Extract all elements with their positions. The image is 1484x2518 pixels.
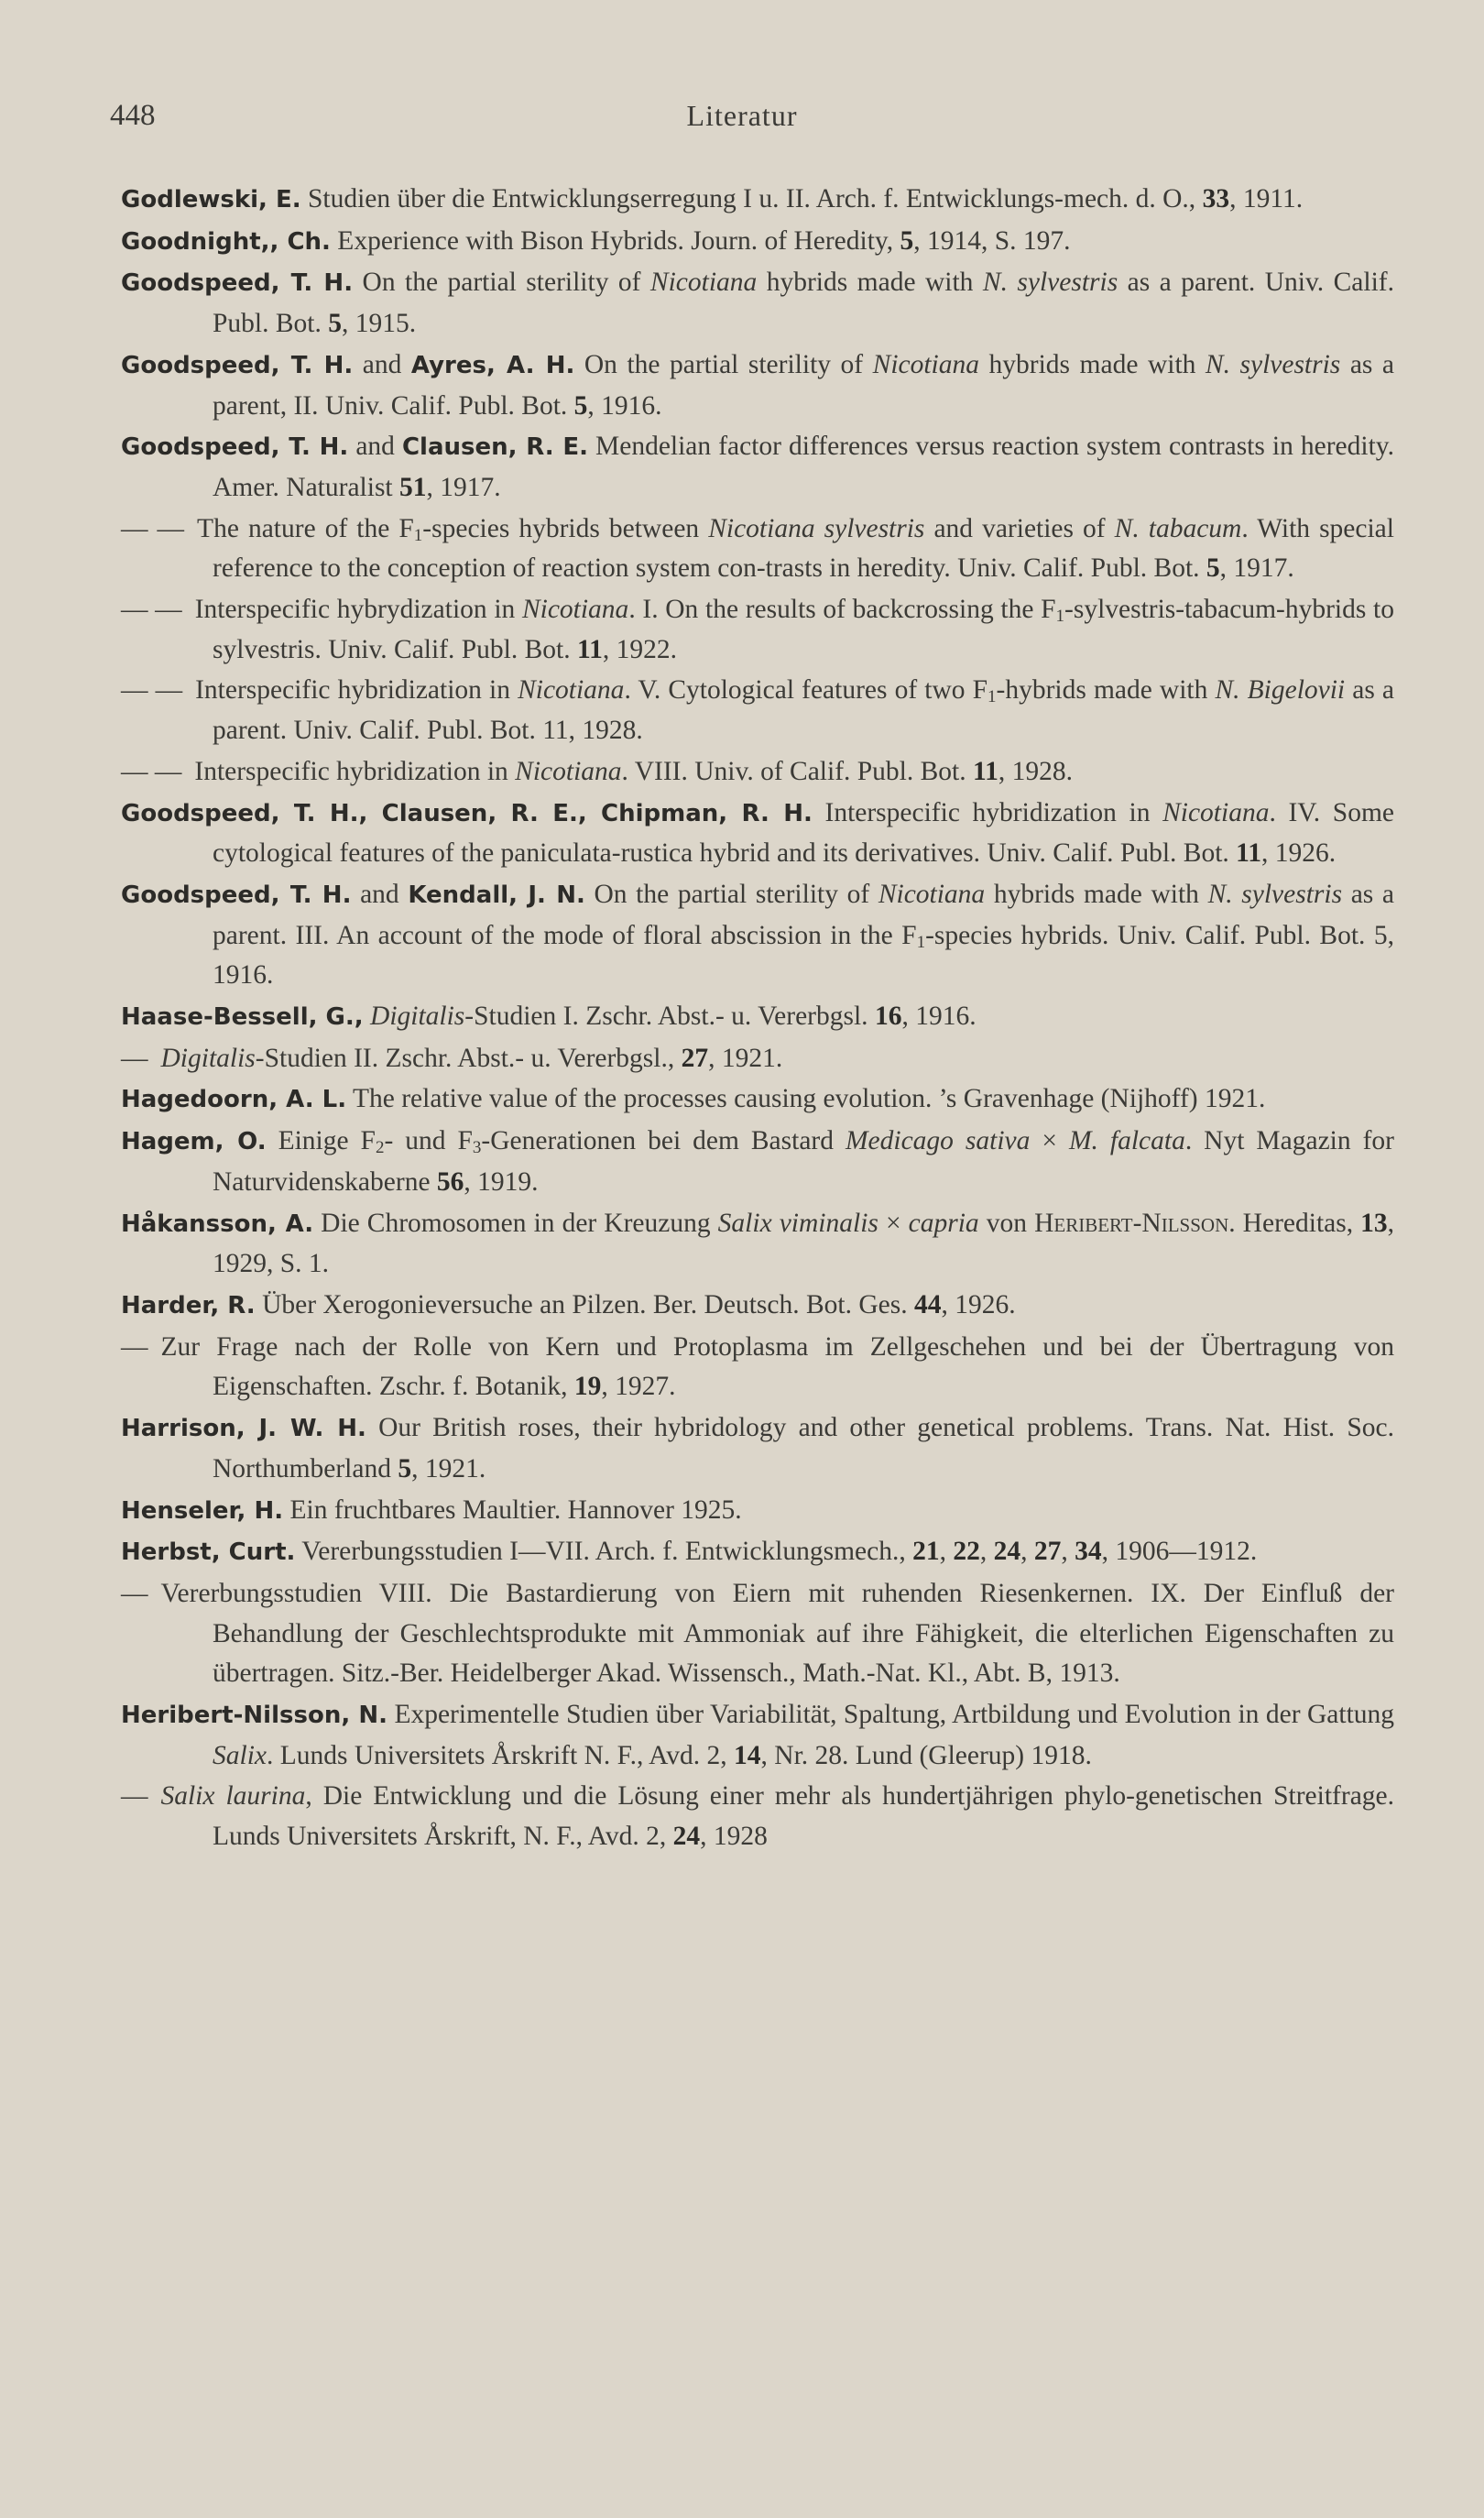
author-name: Henseler, H. bbox=[121, 1496, 284, 1525]
author-name: Goodspeed, T. H. bbox=[121, 351, 354, 379]
author-name: Goodspeed, T. H. bbox=[121, 433, 349, 462]
author-name: Godlewski, E. bbox=[121, 186, 301, 213]
author-name: Goodnight,, Ch. bbox=[121, 227, 331, 256]
author-name: Goodspeed, T. H., Clausen, R. E., Chipman, R. H. bbox=[121, 799, 813, 827]
author-name: Håkansson, A. bbox=[121, 1210, 314, 1238]
author-name: Goodspeed, T. H. bbox=[121, 881, 352, 909]
reference-entry: — — Interspecific hybridization in Nicotiana. VIII. Univ. of Calif. Publ. Bot. 11, 1928. bbox=[121, 756, 1074, 786]
ditto-dash: — bbox=[121, 1781, 148, 1812]
ditto-dash: — — bbox=[121, 595, 182, 625]
author-name: Heribert-Nilsson, N. bbox=[121, 1702, 387, 1730]
reference-entry: — Zur Frage nach der Rolle von Kern und Protoplasma im Zellgeschehen und bei der Übertragung von Eigenschaften. Zschr. f. Botanik, 19, 1927. bbox=[121, 1331, 1394, 1402]
reference-entry: Haase-Bessell, G., Digitalis-Studien I. Zschr. Abst.- u. Vererbgsl. 16, 1916. bbox=[121, 1002, 977, 1032]
author-name: Goodspeed, T. H. bbox=[121, 269, 354, 298]
reference-entry: — — The nature of the $F_1$-species hybrids between Nicotiana sylvestris and varieties of N. tabacum. With special reference to the conception of reaction system con-trasts in heredity. Univ. Calif. Publ. Bot. 5, 1917. bbox=[121, 513, 1394, 584]
reference-entry: — Vererbungsstudien VIII. Die Bastardierung von Eiern mit ruhenden Riesenkernen. IX. Der Einfluß der Behandlung der Geschlechtsprodukte mit Ammoniak auf ihre Fähigkeit, die elterlichen Eigenschaften zu übertragen. Sitz.-Ber. Heidelberger Akad. Wissensch., Math.-Nat. Kl., Abt. B, 1913. bbox=[121, 1578, 1394, 1689]
reference-entry: Goodspeed, T. H., Clausen, R. E., Chipman, R. H. Interspecific hybridization in Nicotiana. IV. Some cytological features of the paniculata-rustica hybrid and its derivatives. Univ. Calif. Publ. Bot. 11, 1926. bbox=[121, 797, 1395, 869]
author-name: Hagedoorn, A. L. bbox=[121, 1086, 347, 1114]
reference-entry: — Salix laurina, Die Entwicklung und die Lösung einer mehr als hundertjährigen phylo-genetischen Streitfrage. Lunds Universitets Årskrift, N. F., Avd. 2, 24, 1928 bbox=[121, 1781, 1395, 1852]
ditto-dash: — — bbox=[121, 756, 182, 786]
page-number: 448 bbox=[110, 99, 156, 132]
ditto-dash: — bbox=[121, 1331, 148, 1362]
reference-entry: Hagedoorn, A. L. The relative value of the processes causing evolution. ’s Gravenhage (Nijhoff) 1921. bbox=[121, 1084, 1266, 1114]
ditto-dash: — bbox=[121, 1043, 148, 1073]
ditto-dash: — bbox=[121, 1578, 148, 1608]
ditto-dash: — — bbox=[121, 675, 183, 706]
reference-entry: Harrison, J. W. H. Our British roses, their hybridology and other genetical problems. Trans. Nat. Hist. Soc. Northumberland 5, 1921. bbox=[121, 1413, 1395, 1483]
author-name: Harrison, J. W. H. bbox=[121, 1415, 366, 1443]
author-name: Clausen, R. E. bbox=[401, 433, 588, 462]
reference-list bbox=[121, 180, 1394, 1858]
reference-entry: Hagem, O. Einige $F_2-$ und $F_3$-Generationen bei dem Bastard Medicago sativa × M. falcata. Nyt Magazin for Naturvidenskaberne 56, 1919. bbox=[121, 1126, 1394, 1197]
reference-entry: Herbst, Curt. Vererbungsstudien I—VII. Arch. f. Entwicklungsmech., 21, 22, 24, 27, 34, 1906—1912. bbox=[121, 1537, 1258, 1567]
ditto-dash: — — bbox=[121, 513, 185, 543]
reference-entry: Håkansson, A. Die Chromosomen in der Kreuzung Salix viminalis × capria von Heribert-Nilsson. Hereditas, 13, 1929, S. 1. bbox=[121, 1208, 1395, 1279]
reference-entry: Harder, R. Über Xerogonieversuche an Pilzen. Ber. Deutsch. Bot. Ges. 44, 1926. bbox=[121, 1289, 1016, 1319]
reference-entry: — Digitalis-Studien II. Zschr. Abst.- u. Vererbgsl., 27, 1921. bbox=[121, 1043, 783, 1073]
reference-entry: Goodnight,, Ch. Experience with Bison Hybrids. Journ. of Heredity, 5, 1914, S. 197. bbox=[121, 225, 1071, 256]
reference-entry: — — Interspecific hybrydization in Nicotiana. I. On the results of backcrossing the $F_1-sylvestris-tabacum$-hybrids to sylvestris. Univ. Calif. Publ. Bot. 11, 1922. bbox=[121, 595, 1394, 664]
reference-entry: — — Interspecific hybridization in Nicotiana. V. Cytological features of two $F_1$-hybrids made with N. Bigelovii as a parent. Univ. Calif. Publ. Bot. 11, 1928. bbox=[121, 675, 1395, 746]
reference-entry: Henseler, H. Ein fruchtbares Maultier. Hannover 1925. bbox=[121, 1494, 742, 1525]
author-name: Hagem, O. bbox=[121, 1128, 267, 1156]
reference-entry: Goodspeed, T. H. and Kendall, J. N. On the partial sterility of Nicotiana hybrids made with N. sylvestris as a parent. III. An account of the mode of floral abscission in the $F_1$-species hybrids. Univ. Calif. Publ. Bot. 5, 1916. bbox=[121, 879, 1395, 991]
author-name: Herbst, Curt. bbox=[121, 1538, 296, 1567]
running-title: Literatur bbox=[686, 99, 798, 132]
reference-entry: Heribert-Nilsson, N. Experimentelle Studien über Variabilität, Spaltung, Artbildung und Evolution in der Gattung Salix. Lunds Universitets Årskrift N. F., Avd. 2, 14, Nr. 28. Lund (Gleerup) 1918. bbox=[121, 1700, 1395, 1770]
author-name: Kendall, J. N. bbox=[408, 881, 585, 909]
reference-entry: Goodspeed, T. H. and Clausen, R. E. Mendelian factor differences versus reaction system contrasts in heredity. Amer. Naturalist 51, 1917. bbox=[121, 432, 1394, 502]
author-name: Ayres, A. H. bbox=[410, 351, 575, 379]
author-name: Haase-Bessell, G., bbox=[121, 1003, 364, 1032]
author-name: Harder, R. bbox=[121, 1291, 256, 1319]
reference-entry: Goodspeed, T. H. On the partial sterility of Nicotiana hybrids made with N. sylvestris as a parent. Univ. Calif. Publ. Bot. 5, 1915. bbox=[121, 268, 1394, 339]
reference-entry: Goodspeed, T. H. and Ayres, A. H. On the partial sterility of Nicotiana hybrids made with N. sylvestris as a parent, II. Univ. Calif. Publ. Bot. 5, 1916. bbox=[121, 349, 1395, 421]
reference-entry: Godlewski, E. Studien über die Entwicklungserregung I u. II. Arch. f. Entwicklungs-mech. d. O., 33, 1911. bbox=[121, 184, 1304, 213]
